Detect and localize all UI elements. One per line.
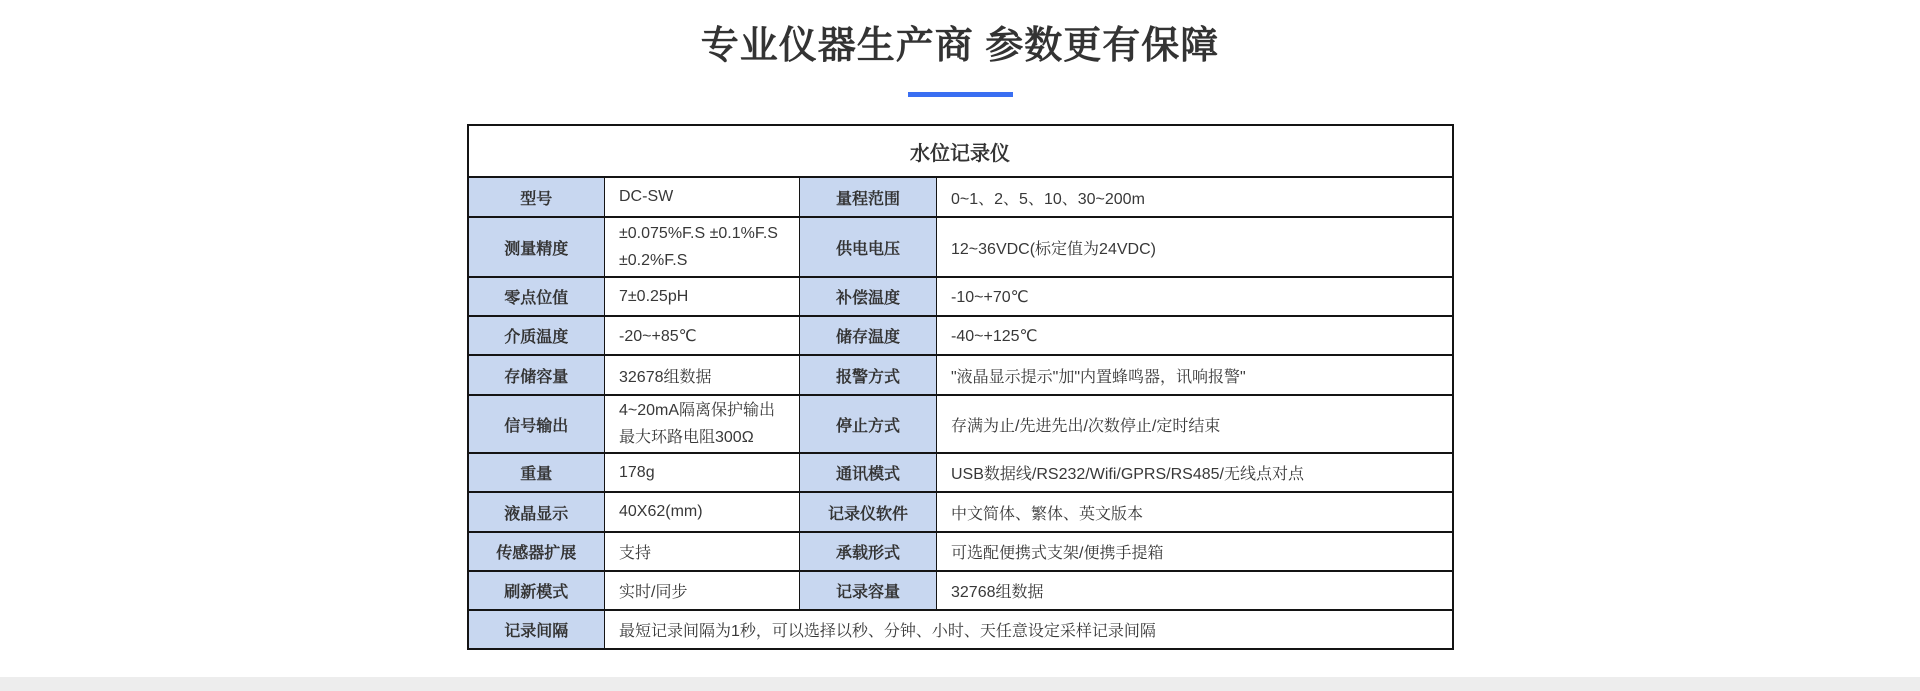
spec-value: 7±0.25pH xyxy=(605,277,800,316)
spec-value: "液晶显示提示"加"内置蜂鸣器，讯响报警" xyxy=(937,355,1453,395)
table-row xyxy=(468,355,1453,395)
spec-value: 存满为止/先进先出/次数停止/定时结束 xyxy=(937,395,1453,453)
spec-value: -20~+85℃ xyxy=(605,316,800,355)
table-row xyxy=(468,316,1453,355)
spec-label: 通讯模式 xyxy=(800,453,937,492)
table-row xyxy=(468,492,1453,532)
spec-label: 供电电压 xyxy=(800,217,937,277)
spec-table xyxy=(467,124,1454,650)
spec-value: 可选配便携式支架/便携手提箱 xyxy=(937,532,1453,571)
spec-label: 存储容量 xyxy=(468,355,605,395)
table-row xyxy=(468,277,1453,316)
table-row xyxy=(468,177,1453,217)
spec-value: 中文简体、繁体、英文版本 xyxy=(937,492,1453,532)
table-row xyxy=(468,217,1453,277)
spec-label: 停止方式 xyxy=(800,395,937,453)
spec-label: 储存温度 xyxy=(800,316,937,355)
table-row xyxy=(468,532,1453,571)
table-header-row xyxy=(468,125,1453,177)
table-row xyxy=(468,395,1453,453)
spec-value: 178g xyxy=(605,453,800,492)
spec-label: 信号输出 xyxy=(468,395,605,453)
spec-label: 报警方式 xyxy=(800,355,937,395)
spec-value-line: 最大环路电阻300Ω xyxy=(619,429,754,446)
spec-label: 重量 xyxy=(468,453,605,492)
spec-value xyxy=(605,395,800,453)
spec-value: 32768组数据 xyxy=(937,571,1453,610)
next-section-edge xyxy=(0,677,1920,691)
spec-value-line: ±0.075%F.S ±0.1%F.S xyxy=(619,225,778,242)
title-divider xyxy=(908,92,1013,97)
table-row xyxy=(468,610,1453,649)
spec-label: 承载形式 xyxy=(800,532,937,571)
spec-label: 型号 xyxy=(468,177,605,217)
page-title: 专业仪器生产商 参数更有保障 xyxy=(700,25,1220,67)
spec-value xyxy=(605,217,800,277)
spec-value: 最短记录间隔为1秒，可以选择以秒、分钟、小时、天任意设定采样记录间隔 xyxy=(605,610,1453,649)
spec-label: 传感器扩展 xyxy=(468,532,605,571)
table-row xyxy=(468,571,1453,610)
spec-label: 记录间隔 xyxy=(468,610,605,649)
table-row xyxy=(468,453,1453,492)
spec-label: 记录容量 xyxy=(800,571,937,610)
spec-label: 补偿温度 xyxy=(800,277,937,316)
spec-value: 40X62(mm) xyxy=(605,492,800,532)
spec-value-line: 4~20mA隔离保护输出 xyxy=(619,402,776,419)
spec-label: 零点位值 xyxy=(468,277,605,316)
spec-label: 液晶显示 xyxy=(468,492,605,532)
spec-label: 记录仪软件 xyxy=(800,492,937,532)
spec-value-line: ±0.2%F.S xyxy=(619,252,688,269)
spec-value: 实时/同步 xyxy=(605,571,800,610)
table-title: 水位记录仪 xyxy=(468,125,1453,177)
spec-value: 32678组数据 xyxy=(605,355,800,395)
spec-value: 12~36VDC(标定值为24VDC) xyxy=(937,217,1453,277)
spec-label: 测量精度 xyxy=(468,217,605,277)
spec-value: 0~1、2、5、10、30~200m xyxy=(937,177,1453,217)
spec-label: 刷新模式 xyxy=(468,571,605,610)
spec-value: -10~+70℃ xyxy=(937,277,1453,316)
spec-value: 支持 xyxy=(605,532,800,571)
spec-value: DC-SW xyxy=(605,177,800,217)
spec-value: USB数据线/RS232/Wifi/GPRS/RS485/无线点对点 xyxy=(937,453,1453,492)
spec-label: 量程范围 xyxy=(800,177,937,217)
spec-label: 介质温度 xyxy=(468,316,605,355)
spec-value: -40~+125℃ xyxy=(937,316,1453,355)
